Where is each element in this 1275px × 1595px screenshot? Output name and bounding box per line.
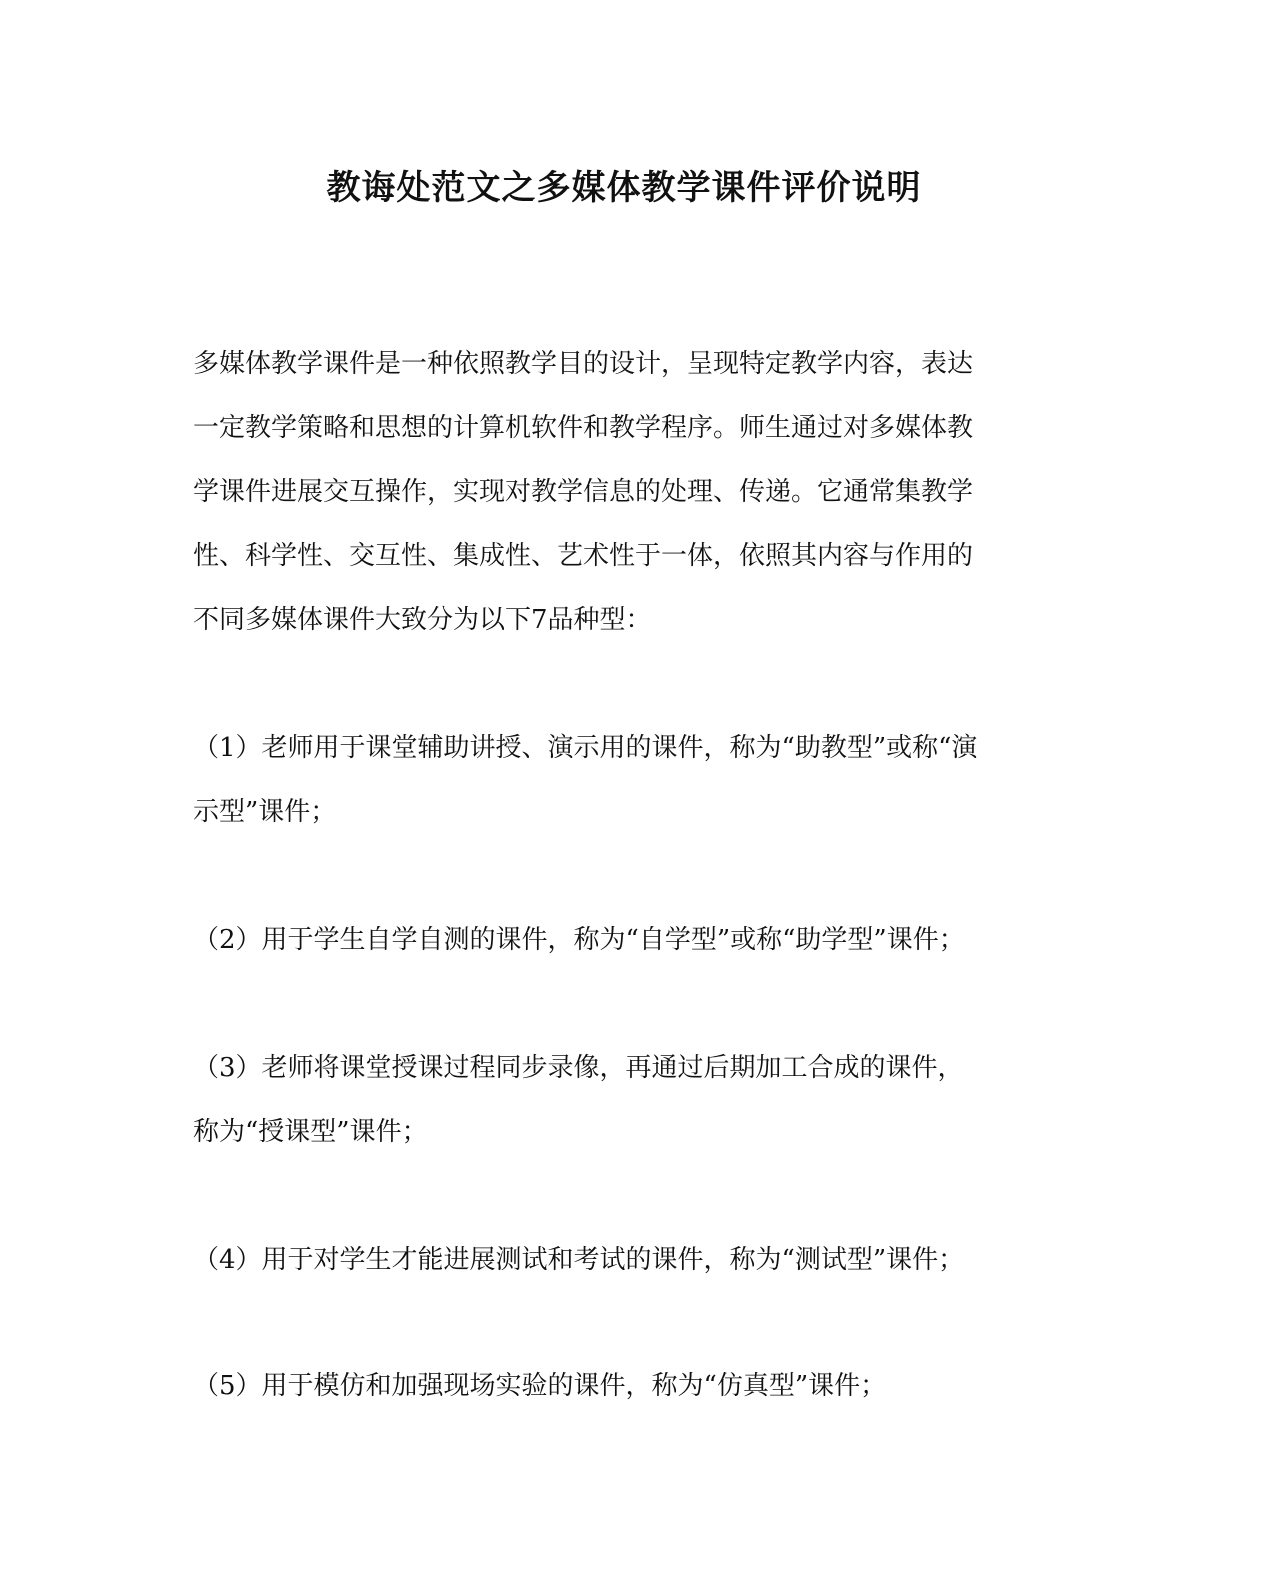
list-item-line: （4）用于对学生才能进展测试和考试的课件，称为“测试型”课件； [193, 1245, 965, 1275]
intro-line: 学课件进展交互操作，实现对教学信息的处理、传递。它通常集教学 [193, 477, 974, 507]
list-item-line: （5）用于模仿和加强现场实验的课件，称为“仿真型”课件； [193, 1371, 887, 1401]
list-item-5 [193, 1354, 1055, 1418]
list-item-2 [193, 908, 1055, 972]
document-title: 教诲处范文之多媒体教学课件评价说明 [326, 168, 922, 208]
intro-line: 性、科学性、交互性、集成性、艺术性于一体，依照其内容与作用的 [193, 541, 974, 571]
list-item-line: （1）老师用于课堂辅助讲授、演示用的课件，称为“助教型”或称“演 [193, 733, 978, 763]
list-item-line: （3）老师将课堂授课过程同步录像，再通过后期加工合成的课件， [193, 1053, 964, 1083]
list-item-3 [193, 1036, 1055, 1164]
list-item-line: 示型”课件； [193, 797, 337, 827]
intro-line: 不同多媒体课件大致分为以下7品种型： [193, 605, 652, 635]
intro-paragraph [193, 332, 1055, 652]
list-item-line: （2）用于学生自学自测的课件，称为“自学型”或称“助学型”课件； [193, 925, 965, 955]
list-item-line: 称为“授课型”课件； [193, 1117, 428, 1147]
intro-line: 多媒体教学课件是一种依照教学目的设计，呈现特定教学内容，表达 [193, 349, 974, 379]
list-item-4 [193, 1228, 1055, 1292]
list-item-1 [193, 716, 1055, 844]
intro-line: 一定教学策略和思想的计算机软件和教学程序。师生通过对多媒体教 [193, 413, 974, 443]
